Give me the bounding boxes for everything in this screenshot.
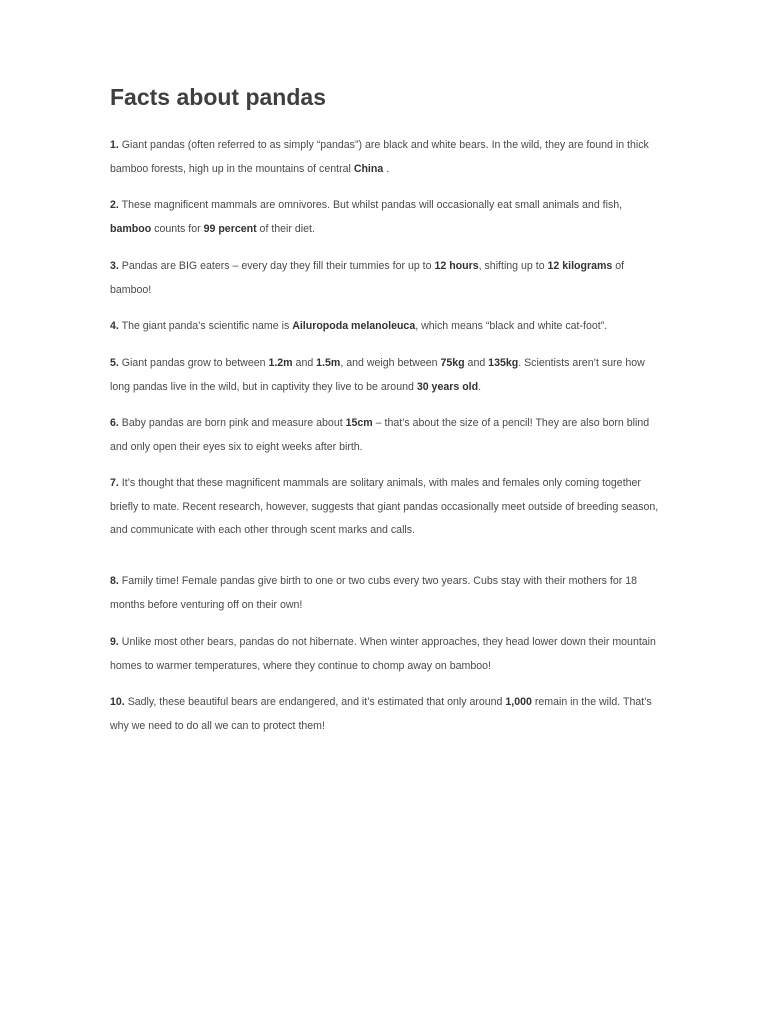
fact-3 — [110, 255, 662, 302]
fact-number: 10. — [110, 696, 125, 708]
fact-text: , which means “black and white cat-foot”. — [415, 320, 608, 332]
fact-highlight: 99 percent — [203, 222, 257, 235]
fact-7 — [110, 472, 662, 543]
fact-text: . — [383, 162, 390, 175]
fact-text: These magnificent mammals are omnivores. But whilst pandas will occasionally eat small animals and fish, — [121, 199, 623, 211]
fact-text: counts for — [151, 222, 204, 235]
fact-text: and — [464, 357, 489, 369]
fact-text: Baby pandas are born pink and measure about — [121, 417, 346, 429]
fact-text: , and weigh between — [340, 357, 441, 369]
fact-highlight: 12 hours — [434, 260, 479, 272]
fact-text: The giant panda’s scientific name is — [121, 320, 293, 332]
fact-number: 7. — [110, 477, 119, 489]
fact-text: of their diet. — [256, 222, 315, 235]
fact-text: of bamboo! — [110, 260, 625, 296]
fact-highlight: 135kg — [488, 357, 519, 369]
fact-highlight: 75kg — [440, 357, 465, 369]
fact-2 — [110, 194, 662, 241]
fact-highlight: 1,000 — [505, 696, 532, 708]
fact-number: 6. — [110, 417, 119, 429]
fact-text: Pandas are BIG eaters – every day they fill their tummies for up to — [121, 260, 435, 272]
page-title: Facts about pandas — [110, 84, 326, 110]
fact-text: Giant pandas grow to between — [121, 357, 269, 369]
fact-highlight: 1.2m — [268, 357, 293, 369]
fact-number: 2. — [110, 199, 119, 211]
fact-number: 4. — [110, 320, 119, 332]
fact-text: and — [292, 357, 317, 369]
fact-number: 1. — [110, 139, 119, 151]
fact-text: It’s thought that these magnificent mammals are solitary animals, with males and females only coming together briefly to mate. Recent research, however, suggests that giant pandas occasionally meet outside of breeding season, and communicate with each other through scent marks and calls. — [110, 477, 659, 536]
fact-highlight: 30 years old — [416, 380, 479, 393]
fact-1 — [110, 134, 662, 181]
fact-highlight: 12 kilograms — [547, 260, 613, 272]
fact-text: . Scientists aren’t sure how long pandas live in the wild, but in captivity they live to be around — [110, 357, 645, 393]
fact-text: remain in the wild. That’s why we need to do all we can to protect them! — [110, 696, 652, 732]
fact-5 — [110, 352, 662, 399]
fact-highlight: China — [353, 162, 384, 175]
fact-8 — [110, 570, 662, 617]
fact-9 — [110, 631, 662, 678]
fact-number: 3. — [110, 260, 119, 272]
fact-text: . — [478, 380, 482, 393]
fact-text: , shifting up to — [478, 260, 548, 272]
fact-4 — [110, 315, 662, 339]
fact-text: Giant pandas (often referred to as simply “pandas”) are black and white bears. In the wild, they are found in thick bamboo forests, high up in the mountains of central — [110, 139, 649, 175]
fact-highlight: 1.5m — [316, 357, 341, 369]
fact-text: Sadly, these beautiful bears are endangered, and it’s estimated that only around — [127, 696, 506, 708]
fact-text: – that’s about the size of a pencil! They are also born blind and only open their eyes six to eight weeks after birth. — [110, 417, 650, 453]
fact-highlight: bamboo — [110, 222, 152, 235]
fact-number: 8. — [110, 575, 119, 587]
fact-highlight: 15cm — [345, 417, 373, 429]
fact-6 — [110, 412, 662, 459]
fact-10 — [110, 691, 662, 738]
fact-highlight: Ailuropoda melanoleuca — [292, 320, 416, 332]
fact-text: Family time! Female pandas give birth to one or two cubs every two years. Cubs stay with their mothers for 18 months before venturing off on their own! — [110, 575, 637, 611]
fact-text: Unlike most other bears, pandas do not hibernate. When winter approaches, they head lower down their mountain homes to warmer temperatures, where they continue to chomp away on bamboo! — [110, 636, 656, 672]
fact-number: 9. — [110, 636, 119, 648]
fact-number: 5. — [110, 357, 119, 369]
